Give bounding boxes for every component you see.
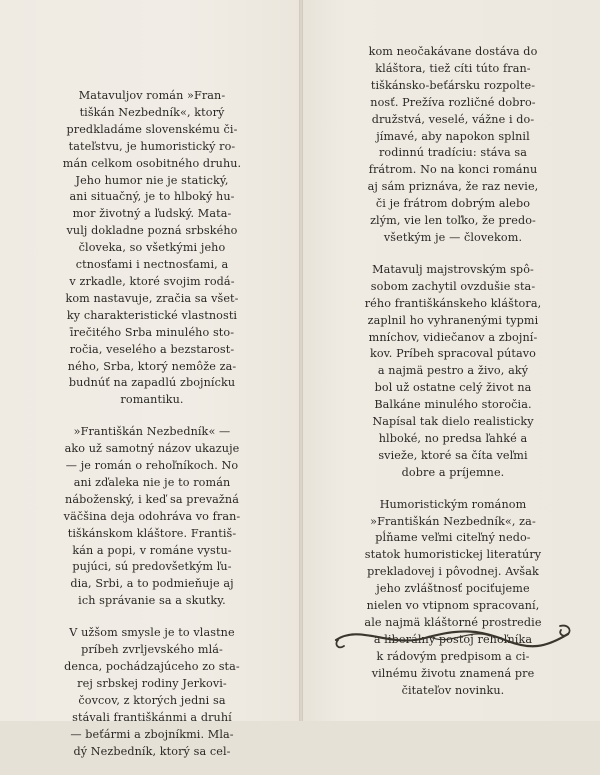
text-line: kom neočakávane dostáva do <box>368 45 538 58</box>
text-line: romantiku. <box>120 393 184 407</box>
text-line: družstvá, veselé, vážne i do- <box>371 112 535 126</box>
text-line: nosť. Prežíva rozličné dobro- <box>370 95 536 109</box>
text-line: ich správanie sa a skutky. <box>78 594 226 608</box>
text-line: dia, Srbi, a to podmieňuje aj <box>70 577 234 591</box>
text-line: ctnosťami i nectnosťami, a <box>75 258 229 272</box>
left-paragraph <box>32 88 272 409</box>
text-line: dý Nezbedník, ktorý sa cel- <box>73 744 231 758</box>
text-line: — je román o rehoľníkoch. No <box>65 459 239 473</box>
text-line: pujúci, sú predovšetkým ľu- <box>72 560 232 574</box>
right-paragraph <box>334 44 572 247</box>
text-line: ročia, veselého a bezstarost- <box>69 342 235 356</box>
text-line: a najmä pestro a živo, aký <box>377 364 529 378</box>
text-line: ani zďaleka nie je to román <box>73 475 231 489</box>
text-line: »Františkán Nezbedník« — <box>73 425 231 439</box>
text-line: pĺňame veľmi citeľný nedo- <box>375 531 531 545</box>
text-line: tateľstvu, je humoristický ro- <box>68 139 236 153</box>
text-line: v zrkadle, ktoré svojim rodá- <box>69 274 235 288</box>
text-line: či je frátrom dobrým alebo <box>375 197 531 211</box>
text-line: väčšina deja odohráva vo fran- <box>63 509 241 523</box>
text-line: sobom zachytil ovzdušie sta- <box>370 279 536 293</box>
text-line: statok humoristickej literatúry <box>364 548 542 562</box>
text-line: ale najmä kláštorné prostredie <box>364 616 542 629</box>
text-line: jeho zvláštnosť pociťujeme <box>376 582 530 596</box>
text-line: denca, pochádzajúceho zo sta- <box>64 660 240 673</box>
text-line: Napísal tak dielo realisticky <box>372 415 534 429</box>
text-line: kom nastavuje, zračia sa všet- <box>65 291 239 305</box>
text-line: ky charakteristické vlastnosti <box>66 308 238 322</box>
flourish-ornament-icon <box>330 618 575 658</box>
text-line: človeka, so všetkými jeho <box>78 241 226 255</box>
text-line: vulj dokladne pozná srbského <box>66 224 238 238</box>
text-line: vilnému životu znamená pre <box>371 666 535 680</box>
text-line: náboženský, i keď sa prevažná <box>65 492 239 506</box>
text-line: zaplnil ho vyhranenými typmi <box>367 313 539 327</box>
text-line: Matavuljov román »Fran- <box>78 89 226 102</box>
text-line: ani situačný, je to hlboký hu- <box>69 190 235 204</box>
text-line: rého františkánskeho kláštora, <box>364 296 542 310</box>
text-line: kán a popi, v románe vystu- <box>72 543 232 557</box>
text-line: jímavé, aby napokon splnil <box>376 129 530 143</box>
text-line: k rádovým predpisom a ci- <box>376 649 530 663</box>
text-line: rodinnú tradíciu: stáva sa <box>378 146 528 160</box>
text-line: čitateľov novinku. <box>401 683 505 697</box>
text-line: kláštora, tiež cíti túto fran- <box>375 61 531 75</box>
left-paragraph <box>32 424 272 610</box>
text-line: zlým, vie len toľko, že predo- <box>370 214 536 228</box>
text-line: rej srbskej rodiny Jerkovi- <box>77 676 227 690</box>
text-line: hlboké, no predsa ľahké a <box>378 431 528 445</box>
text-line: svieže, ktoré sa číta veľmi <box>378 448 528 462</box>
text-line: frátrom. No na konci románu <box>368 163 538 177</box>
text-line: príbeh zvrljevského mlá- <box>81 643 223 657</box>
text-line: všetkým je — človekom. <box>383 230 523 244</box>
text-line: V užšom smysle je to vlastne <box>69 626 235 640</box>
page-gutter <box>299 0 303 721</box>
text-line: Matavulj majstrovským spô- <box>372 262 534 276</box>
text-line: aj sám priznáva, že raz nevie, <box>367 180 539 194</box>
right-paragraph <box>334 497 572 700</box>
text-line: čovcov, z ktorých jedni sa <box>78 693 226 707</box>
text-line: mor životný a ľudský. Mata- <box>72 207 232 221</box>
right-paragraph <box>334 262 572 482</box>
text-line: tiškánsko-beťársku rozpolte- <box>370 78 536 92</box>
text-line: ného, Srba, ktorý nemôže za- <box>67 359 237 373</box>
text-line: — beťármi a zbojníkmi. Mla- <box>70 727 234 741</box>
text-line: Balkáne minulého storočia. <box>374 398 532 412</box>
text-line: predkladáme slovenskému či- <box>66 122 238 136</box>
text-line: mníchov, vidiečanov a zbojní- <box>368 330 538 344</box>
text-line: īrečitého Srba minulého sto- <box>69 325 235 339</box>
text-line: stávali františkánmi a druhí <box>72 710 232 724</box>
text-line: dobre a príjemne. <box>401 465 505 479</box>
text-line: »Františkán Nezbedník«, za- <box>370 514 536 528</box>
text-line: bol už ostatne celý život na <box>374 381 532 395</box>
text-line: prekladovej i pôvodnej. Avšak <box>367 565 539 579</box>
text-line: Humoristickým románom <box>379 497 527 511</box>
text-line: nielen vo vtipnom spracovaní, <box>366 599 540 613</box>
left-paragraph <box>32 625 272 760</box>
text-line: kov. Príbeh spracoval pútavo <box>369 347 537 361</box>
text-line: budnúť na zapadlú zbojnícku <box>68 376 236 390</box>
text-line: Jeho humor nie je statický, <box>75 173 229 187</box>
text-line: a liberálny postoj rehoľníka <box>373 632 533 646</box>
text-line: tiškán Nezbedník«, ktorý <box>79 105 225 119</box>
text-line: mán celkom osobitného druhu. <box>62 156 242 170</box>
text-line: ako už samotný názov ukazuje <box>64 442 240 456</box>
right-text-column <box>334 44 572 715</box>
left-text-column <box>32 88 272 775</box>
text-line: tiškánskom kláštore. Františ- <box>67 526 237 540</box>
